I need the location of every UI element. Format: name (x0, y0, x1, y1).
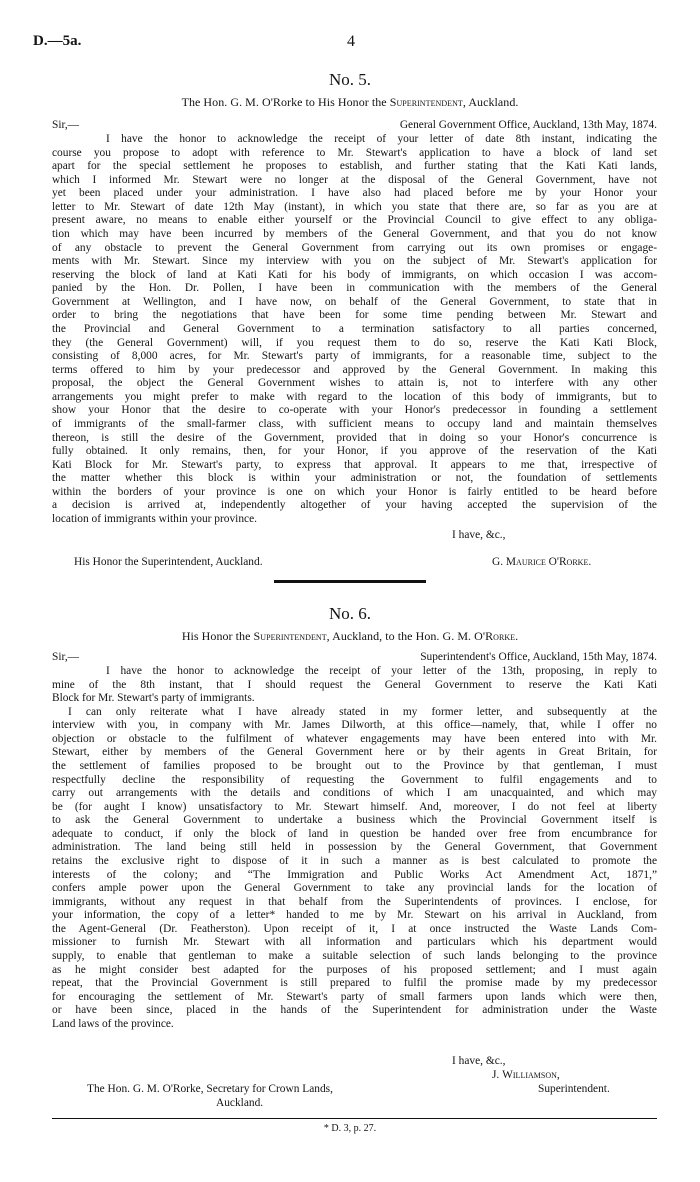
letter-5-text-line: apart for the special settlement he proposes to establish, and further stating that the Kati Kati lands, (52, 160, 657, 173)
letter-5-text-line: Government at Wellington, and I have now, on behalf of the General Government, to state that in (52, 295, 657, 308)
letter-6-text-line: for encouraging the settlement of Mr. Stewart's party of small farmers upon lands which were then, (52, 990, 657, 1003)
letter-5-text-line: which I informed Mr. Stewart were no longer at the disposal of the General Government, have not (52, 173, 657, 186)
letter-6-text-line: administration. The land being still held in possession by the General Government, that Government (52, 841, 657, 854)
letter-5-text-line: tion which may have been incurred by members of the General Government, and that you do not know (52, 227, 657, 240)
letter-6-text-line: confers ample power upon the General Government to take any provincial lands for the location of (52, 882, 657, 895)
letter-5-text-line: they (the General Government) will, if you request them to do so, reserve the Kati Kati Block, (52, 336, 657, 349)
page-number: 4 (347, 33, 355, 50)
letter-5-text-line: arrangements you might prefer to make with regard to the location of this body of immigrants, but to (52, 390, 657, 403)
letter-6-text-line: repeat, that the Provincial Government is still prepared to fulfil the promise made by my predecessor (52, 977, 657, 990)
letter-6-text-line: respectfully decline the responsibility of requesting the Government to fulfil engagements and to (52, 773, 657, 786)
letter-6-text-line: objection or obstacle to the fulfilment of whatever engagements may have been entered into with Mr. (52, 732, 657, 745)
footnote: * D. 3, p. 27. (323, 1123, 377, 1134)
letter-6-text-line: carry out arrangements with the details and conditions of which I am unacquainted, and which may (52, 787, 657, 800)
letter-5-text-line: of any obstacle to prevent the General Government from carrying out its own promises or engage- (52, 241, 657, 254)
letter-5-text-line: yet been placed under your administration. I have also had placed before me by your Honor your (52, 187, 657, 200)
letter-6-text-line: the settlement of families proposed to be brought out to the Province by that gentleman, I must (52, 759, 657, 772)
letter-5-signature: G. Maurice O'Rorke. (492, 556, 592, 568)
letter-5-text-line: letter to Mr. Stewart of date 12th May (instant), in which you state that there are, so far as you are at (52, 200, 657, 213)
letter-6-text-line: interests of the colony; and “The Immigration and Public Works Act Amendment Act, 1871,” (52, 868, 657, 881)
letter-6-number: No. 6. (328, 604, 372, 623)
letter-5-salutation: Sir,— (52, 119, 80, 131)
section-divider (274, 580, 426, 583)
letter-6-text-line: I have the honor to acknowledge the receipt of your letter of the 13th, proposing, in reply to (106, 665, 657, 677)
page-header (33, 33, 669, 53)
letter-5-closing: I have, &c., (452, 529, 506, 541)
letter-6-text-line: missioner to furnish Mr. Stewart with all information and particulars which his department would (52, 936, 657, 949)
letter-5-text-line: show your Honor that the desire to co-operate with your Honor's predecessor in founding a settlement (52, 404, 657, 417)
letter-6-closing: I have, &c., (452, 1055, 506, 1067)
footnote-rule (52, 1118, 657, 1119)
letter-6-text-line: Block for Mr. Stewart's party of immigrants. (52, 692, 255, 705)
letter-6-text-line: supply, to enable that gentleman to make a suitable selection of such lands belonging to the province (52, 949, 657, 962)
letter-6-text-line: Land laws of the province. (52, 1017, 174, 1030)
letter-6-text-line: adequate to conduct, if only the block of land in question be handed over free from encumbrance for (52, 827, 657, 840)
letter-6-address: His Honor the Superintendent, Auckland, to the Hon. G. M. O'Rorke. (181, 629, 519, 643)
letter-5-text-line: proposal, the object the General Government wishes to attain is, not to interfere with any other (52, 377, 657, 390)
letter-6-text-line: retains the exclusive right to dispose of it in such a manner as is best calculated to promote the (52, 854, 657, 867)
letter-5-text-line: of immigrants of the small-farmer class, with sufficient means to occupy land and maintain themselves (52, 417, 657, 430)
letter-6-signature: J. Williamson, (492, 1069, 560, 1081)
letter-6-recipient-line-2: Auckland. (216, 1097, 264, 1109)
letter-5-text-line: within the borders of your province is one on which your Honor is fairly entitled to be heard before (52, 485, 657, 498)
letter-6-text-line: be (for aught I know) unsatisfactory to Mr. Stewart himself. And, moreover, I do not feel at liberty (52, 800, 657, 813)
letter-6-text-line: as he might consider best adapted for the purposes of his proposed settlement; and I must again (52, 963, 657, 976)
paper-reference: D.—5a. (33, 33, 82, 49)
letter-5-text-line: the Provincial and General Government to a termination satisfactory to all parties concerned, (52, 322, 657, 335)
letter-5-place-date: General Government Office, Auckland, 13th May, 1874. (399, 119, 657, 131)
letter-5-text-line: Kati Block for Mr. Stewart's party, to express that approval. It appears to me that, irrespective of (52, 458, 657, 471)
letter-5-text-line: terms offered to him by your predecessor and approved by the General Government. In making this (52, 363, 657, 376)
letter-6-text-line: I can only reiterate what I have already stated in my former letter, and subsequently at the (68, 705, 657, 718)
letter-5-text-line: course you propose to adopt with reference to Mr. Stewart's application to have a block of land set (52, 146, 657, 159)
letter-5-text-line: consisting of 8,000 acres, for Mr. Stewart's party of immigrants, for a reasonable time, subject to the (52, 350, 657, 363)
letter-5-text-line: reserving the block of land at Kati Kati for his body of immigrants, on which occasion I was accom- (52, 268, 657, 281)
letter-5-address: The Hon. G. M. O'Rorke to His Honor the Superintendent, Auckland. (181, 95, 519, 109)
letter-5-number: No. 5. (328, 70, 372, 89)
letter-5-text-line: panied by the Hon. Dr. Pollen, I have been in communication with the members of the General (52, 282, 657, 295)
letter-6-text-line: immigrants, without any request in that behalf from the Superintendents of provinces. I enclose, for (52, 895, 657, 908)
letter-5-text-line: I have the honor to acknowledge the receipt of your letter of date 8th instant, indicating the (106, 133, 657, 145)
letter-5-text-line: the matter whether this block is within your administration or not, the foundation of settlements (52, 472, 657, 485)
letter-5-text-line: ments with Mr. Stewart. Since my interview with you on the subject of Mr. Stewart's application for (52, 255, 657, 268)
letter-6-salutation: Sir,— (52, 651, 80, 663)
letter-5-text-line: a decision is arrived at, independently altogether of your having accepted the supervision of the (52, 499, 657, 512)
letter-5-text-line: fully obtained. It only remains, then, for your Honor, if you approve of the reservation of the Kati (52, 445, 657, 458)
letter-5-recipient: His Honor the Superintendent, Auckland. (74, 556, 263, 568)
letter-6-text-line: or have been since, placed in the hands of the Superintendent for administration under the Waste (52, 1004, 657, 1017)
letter-5-text-line: order to bring the negotiations that have been for some time pending between Mr. Stewart and (52, 309, 657, 322)
letter-6-text-line: the Agent-General (Dr. Featherston). Upon receipt of it, I at once instructed the Waste Lands Com- (52, 922, 657, 935)
letter-6-text-line: to ask the General Government to undertake a business which the Provincial Government itself is (52, 814, 657, 827)
letter-6-signature-title: Superintendent. (538, 1083, 610, 1095)
letter-6-recipient-line-1: The Hon. G. M. O'Rorke, Secretary for Crown Lands, (87, 1083, 333, 1095)
letter-5-text-line: location of immigrants within your province. (52, 512, 257, 525)
letter-6-text-line: your information, the copy of a letter* handed to me by Mr. Stewart on his arrival in Auckland, from (52, 909, 657, 922)
letter-6-place-date: Superintendent's Office, Auckland, 15th May, 1874. (420, 651, 657, 663)
letter-6-text-line: Stewart, either by members of the General Government here or by their agents in Great Britain, for (52, 746, 657, 759)
letter-6-text-line: interview with you, in company with Mr. James Dilworth, at this office—namely, that, while I offer no (52, 719, 657, 732)
letter-5-text-line: thereon, is still the desire of the Government, provided that in doing so your Honor's concurrence is (52, 431, 657, 444)
letter-6-text-line: mine of the 8th instant, that I should request the General Government to reserve the Kati Kati (52, 678, 657, 691)
letter-5-text-line: present aware, no means to enable either yourself or the Provincial Council to give effect to any obliga- (52, 214, 657, 227)
